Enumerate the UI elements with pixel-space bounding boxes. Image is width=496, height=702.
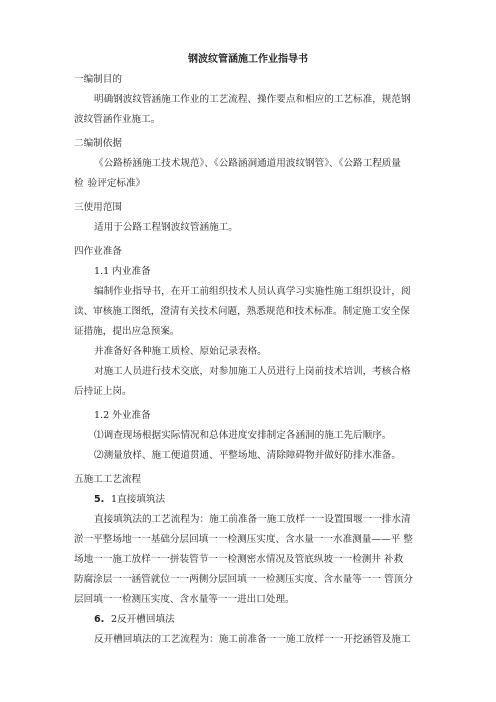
section-5-heading: 五施工工艺流程 [74, 474, 142, 485]
section-5-1-line-2: 淤一平整场地一一基础分层回填一一检测压实度、含水量一一水准测量——平 整 [74, 534, 413, 545]
section-5-2-heading: 2反开槽回填法 [111, 614, 175, 625]
section-4-2-line-1: ⑴调查现场根据实际情况和总体进度安排制定各涵洞的施工先后顺序。 [94, 430, 392, 441]
section-5-1-number: 5. [94, 494, 105, 505]
section-3-line-1: 适用于公路工程钢波纹管涵施工。 [94, 222, 238, 233]
section-5-1-line-3: 场地一一施工放样一一拼装管节一一检测密水情况及管底纵坡一一检测井 补救 [74, 554, 404, 565]
section-5-1-line-1: 直接填筑法的工艺流程为：施工前准备一施工放样一一设置围堰一一排水清 [94, 514, 411, 525]
section-5-1-heading: 1直接填筑法 [111, 494, 166, 505]
section-4-heading: 四作业准备 [74, 246, 122, 257]
section-1-line-1: 明确钢波纹管涵施工作业的工艺流程、操作要点和相应的工艺标准，规范钢 [94, 94, 411, 105]
section-4-1-line-3: 证措施，提出应急预案。 [74, 326, 180, 337]
section-5-2-line-1: 反开槽回填法的工艺流程为：施工前准备一一施工放样一一开挖涵管及施工 [94, 634, 411, 645]
section-1-heading: 一编制目的 [74, 74, 122, 85]
section-5-2-number: 6. [94, 614, 105, 625]
section-5-1-line-4: 防腐涂层一一涵管就位一一两侧分层回填一一检测压实度、含水量等一一 管顶分 [74, 574, 413, 585]
section-2-heading: 二编制依据 [74, 138, 122, 149]
section-4-1-line-4: 并准备好各种施工质检、原始记录表格。 [94, 346, 267, 357]
section-5-1-line-5: 层回填一一检测压实度、含水量等一一进出口处理。 [74, 594, 295, 605]
section-4-1-heading: 1.1 内业准备 [94, 266, 151, 277]
document-title: 钢波纹管涵施工作业指导书 [188, 54, 308, 65]
section-4-2-line-2: ⑵测量放样、施工便道贯通、平整场地、清除障碍物并做好防排水准备。 [94, 450, 401, 461]
section-4-2-heading: 1.2 外业准备 [94, 410, 151, 421]
section-2-line-2: 检 验评定标准》 [74, 178, 146, 189]
section-3-heading: 三使用范围 [74, 202, 122, 213]
section-2-line-1: 《公路桥涵施工技术规范》、《公路涵洞通道用波纹钢管》、《公路工程质量 [94, 158, 401, 169]
section-4-1-line-6: 后持证上岗。 [74, 386, 132, 397]
section-4-1-line-1: 编制作业指导书，在开工前组织技术人员认真学习实施性施工组织设计，阅 [94, 286, 411, 297]
section-1-line-2: 波纹管涵作业施工。 [74, 114, 161, 125]
section-4-1-line-2: 读、审核施工图纸，澄清有关技术问题，熟悉规范和技术标准。制定施工安全保 [74, 306, 410, 317]
section-4-1-line-5: 对施工人员进行技术交底，对参加施工人员进行上岗前技术培训，考核合格 [94, 366, 411, 377]
